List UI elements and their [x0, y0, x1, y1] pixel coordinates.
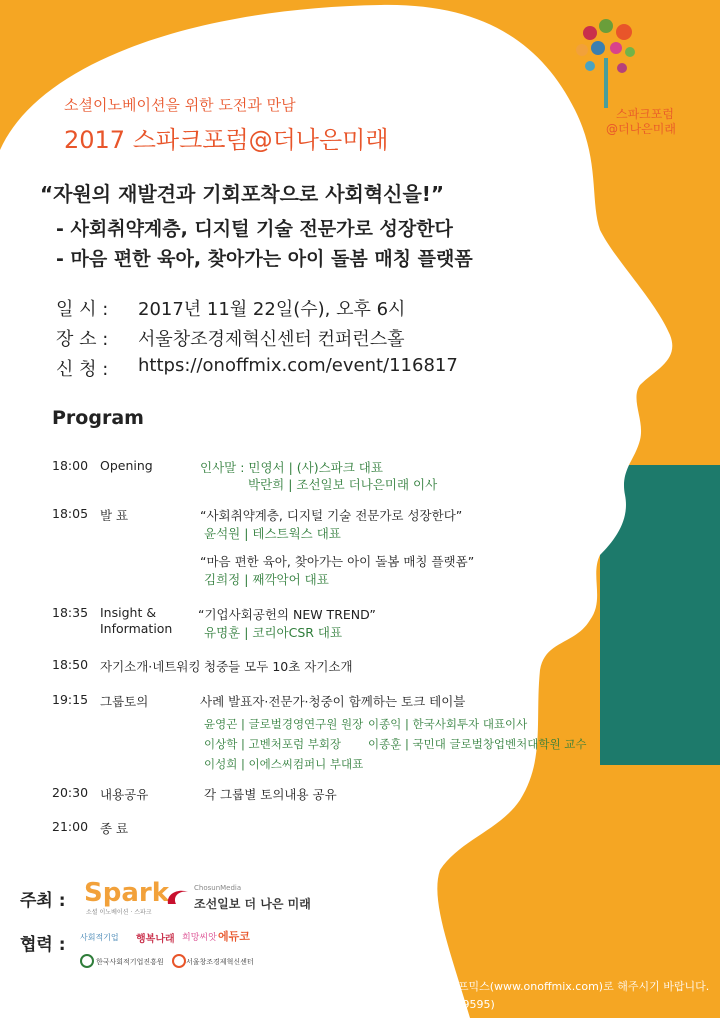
- info-place-label: 장 소 :: [56, 329, 109, 350]
- chosun-logo: 조선일보 더 나은 미래: [194, 897, 311, 911]
- coop-logo: 한국사회적기업진흥원: [96, 958, 164, 966]
- program-detail: “마음 편한 육아, 찾아가는 아이 돌봄 매칭 플랫폼”: [200, 554, 475, 569]
- info-date-label: 일 시 :: [56, 299, 109, 320]
- footer-contact: 문의 : (사)스파크 사무국 (T. 02-511-9595): [281, 998, 495, 1011]
- coop-logo: 서울창조경제혁신센터: [186, 958, 254, 966]
- program-detail: 윤석원 | 테스트웍스 대표: [204, 526, 341, 541]
- program-time: 18:05: [52, 506, 89, 521]
- program-detail: “사회취약계층, 디지털 기술 전문가로 성장한다”: [200, 508, 463, 523]
- program-detail: 청중들 모두 10초 자기소개: [204, 659, 353, 674]
- event-title: 2017 스파크포럼@더나은미래: [64, 126, 389, 154]
- spark-logo: Spark: [84, 878, 169, 908]
- host-label: 주최 :: [20, 891, 66, 911]
- program-detail: 윤영곤 | 글로벌경영연구원 원장: [204, 717, 364, 731]
- program-detail: 김희정 | 째깍악어 대표: [204, 572, 329, 587]
- spark-logo-sub: 소셜 이노베이션 · 스파크: [86, 909, 152, 916]
- info-apply-label: 신 청 :: [56, 359, 109, 380]
- program-detail: 이종훈 | 국민대 글로벌창업벤처대학원 교수: [368, 737, 587, 751]
- theme-quote: “자원의 재발견과 기회포착으로 사회혁신을!”: [40, 182, 445, 206]
- theme-sub2: - 마음 편한 육아, 찾아가는 아이 돌봄 매칭 플랫폼: [56, 248, 473, 270]
- program-time: 21:00: [52, 819, 89, 834]
- program-time: 20:30: [52, 785, 89, 800]
- kosea-logo-icon: [80, 954, 94, 968]
- program-detail: “기업사회공헌의 NEW TREND”: [198, 607, 376, 622]
- coop-logo: 에듀코: [218, 930, 250, 943]
- program-name: 종 료: [100, 821, 129, 836]
- theme-sub1: - 사회취약계층, 디지털 기술 전문가로 성장한다: [56, 218, 453, 240]
- program-detail: 각 그룹별 토의내용 공유: [204, 787, 337, 802]
- program-time: 18:35: [52, 605, 89, 620]
- program-time: 18:50: [52, 657, 89, 672]
- program-heading: Program: [52, 407, 144, 429]
- footer-apply-note: 자세한 내용 확인 및 참가신청은 온오프믹스(www.onoffmix.com)로 해주시기 바랍니다.: [281, 980, 710, 993]
- info-apply-link[interactable]: https://onoffmix.com/event/116817: [138, 355, 458, 376]
- program-name: 그룹토의: [100, 694, 149, 709]
- spark-forum-tree-logo-icon: [570, 18, 640, 108]
- coop-label: 협력 :: [20, 935, 66, 955]
- program-name: Opening: [100, 458, 153, 473]
- program-name: 내용공유: [100, 787, 149, 802]
- event-subtitle: 소셜이노베이션을 위한 도전과 만남: [64, 96, 296, 114]
- program-detail: 박란희 | 조선일보 더나은미래 이사: [248, 477, 438, 492]
- chosun-swoosh-icon: [164, 886, 192, 910]
- program-name: 발 표: [100, 508, 129, 523]
- coop-logo: 행복나래: [136, 934, 175, 945]
- program-name: 자기소개·네트워킹: [100, 659, 201, 674]
- chosun-media-label: ChosunMedia: [194, 884, 242, 892]
- program-time: 19:15: [52, 692, 89, 707]
- seoul-ccei-logo-icon: [172, 954, 186, 968]
- program-detail: 이상학 | 고벤처포럼 부회장: [204, 737, 342, 751]
- info-place: 서울창조경제혁신센터 컨퍼런스홀: [138, 329, 405, 350]
- coop-logo: 희망씨앗: [182, 933, 217, 943]
- logo-line2: @더나은미래: [606, 122, 676, 136]
- program-name: Insight &: [100, 605, 157, 620]
- program-detail: 인사말 : 민영서 | (사)스파크 대표: [200, 460, 383, 475]
- program-detail: 유명훈 | 코리아CSR 대표: [204, 625, 343, 640]
- program-time: 18:00: [52, 458, 89, 473]
- program-detail: 이성희 | 이에스씨컴퍼니 부대표: [204, 757, 364, 771]
- coop-logo: 사회적기업: [80, 933, 119, 942]
- info-date: 2017년 11월 22일(수), 오후 6시: [138, 299, 406, 320]
- logo-line1: 스파크포럼: [616, 107, 674, 121]
- program-detail: 사례 발표자·전문가·청중이 함께하는 토크 테이블: [200, 694, 466, 709]
- program-detail: 이종익 | 한국사회투자 대표이사: [368, 717, 528, 731]
- program-name: Information: [100, 621, 173, 636]
